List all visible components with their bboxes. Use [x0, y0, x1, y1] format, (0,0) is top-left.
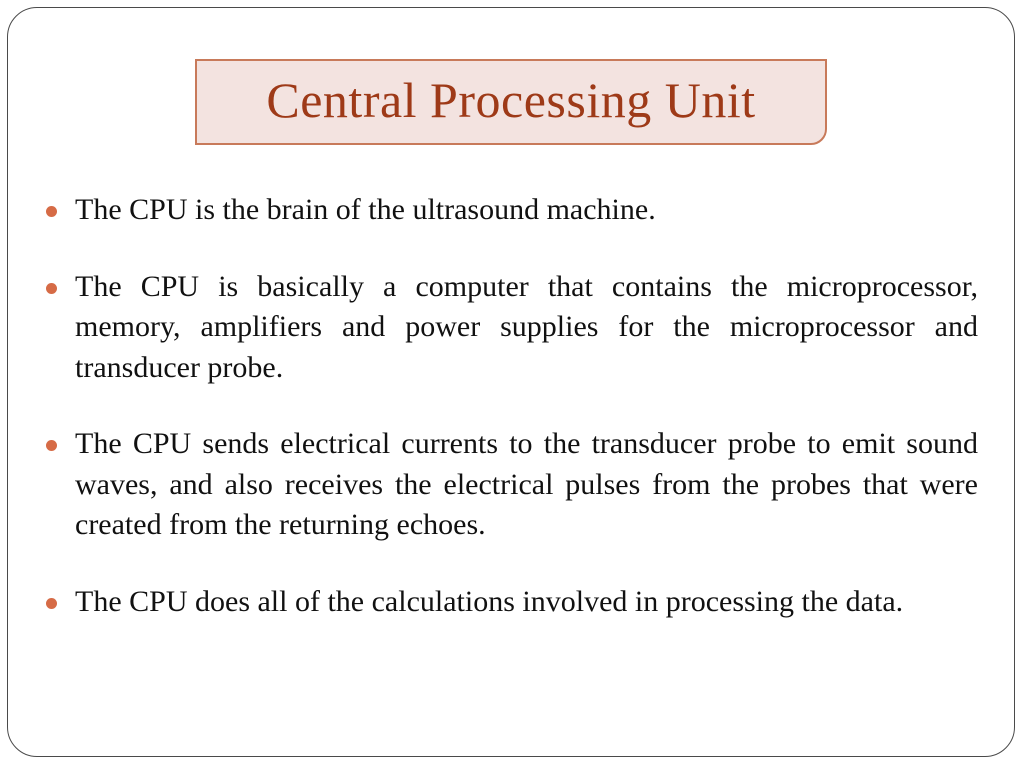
bullet-text: The CPU is basically a computer that contains the microprocessor, memory, amplifiers and power supplies for the microprocessor and transducer probe.: [75, 269, 978, 384]
bullet-item: [44, 190, 978, 231]
bullet-text: The CPU is the brain of the ultrasound machine.: [75, 193, 656, 226]
bullet-text: The CPU does all of the calculations involved in processing the data.: [75, 584, 904, 618]
bullet-list: [44, 190, 978, 622]
bullet-item: [44, 582, 978, 623]
bullet-item: [44, 424, 978, 546]
bullet-dot-icon: [46, 440, 57, 451]
bullet-dot-icon: [46, 206, 57, 217]
bullet-dot-icon: [46, 283, 57, 294]
slide-title: Central Processing Unit: [266, 72, 756, 128]
title-box: [195, 59, 827, 145]
bullet-item: [44, 267, 978, 389]
bullet-dot-icon: [46, 598, 57, 609]
bullet-text: The CPU sends electrical currents to the transducer probe to emit sound waves, and also receives the electrical pulses from the probes that were created from the returning echoes.: [75, 427, 978, 541]
